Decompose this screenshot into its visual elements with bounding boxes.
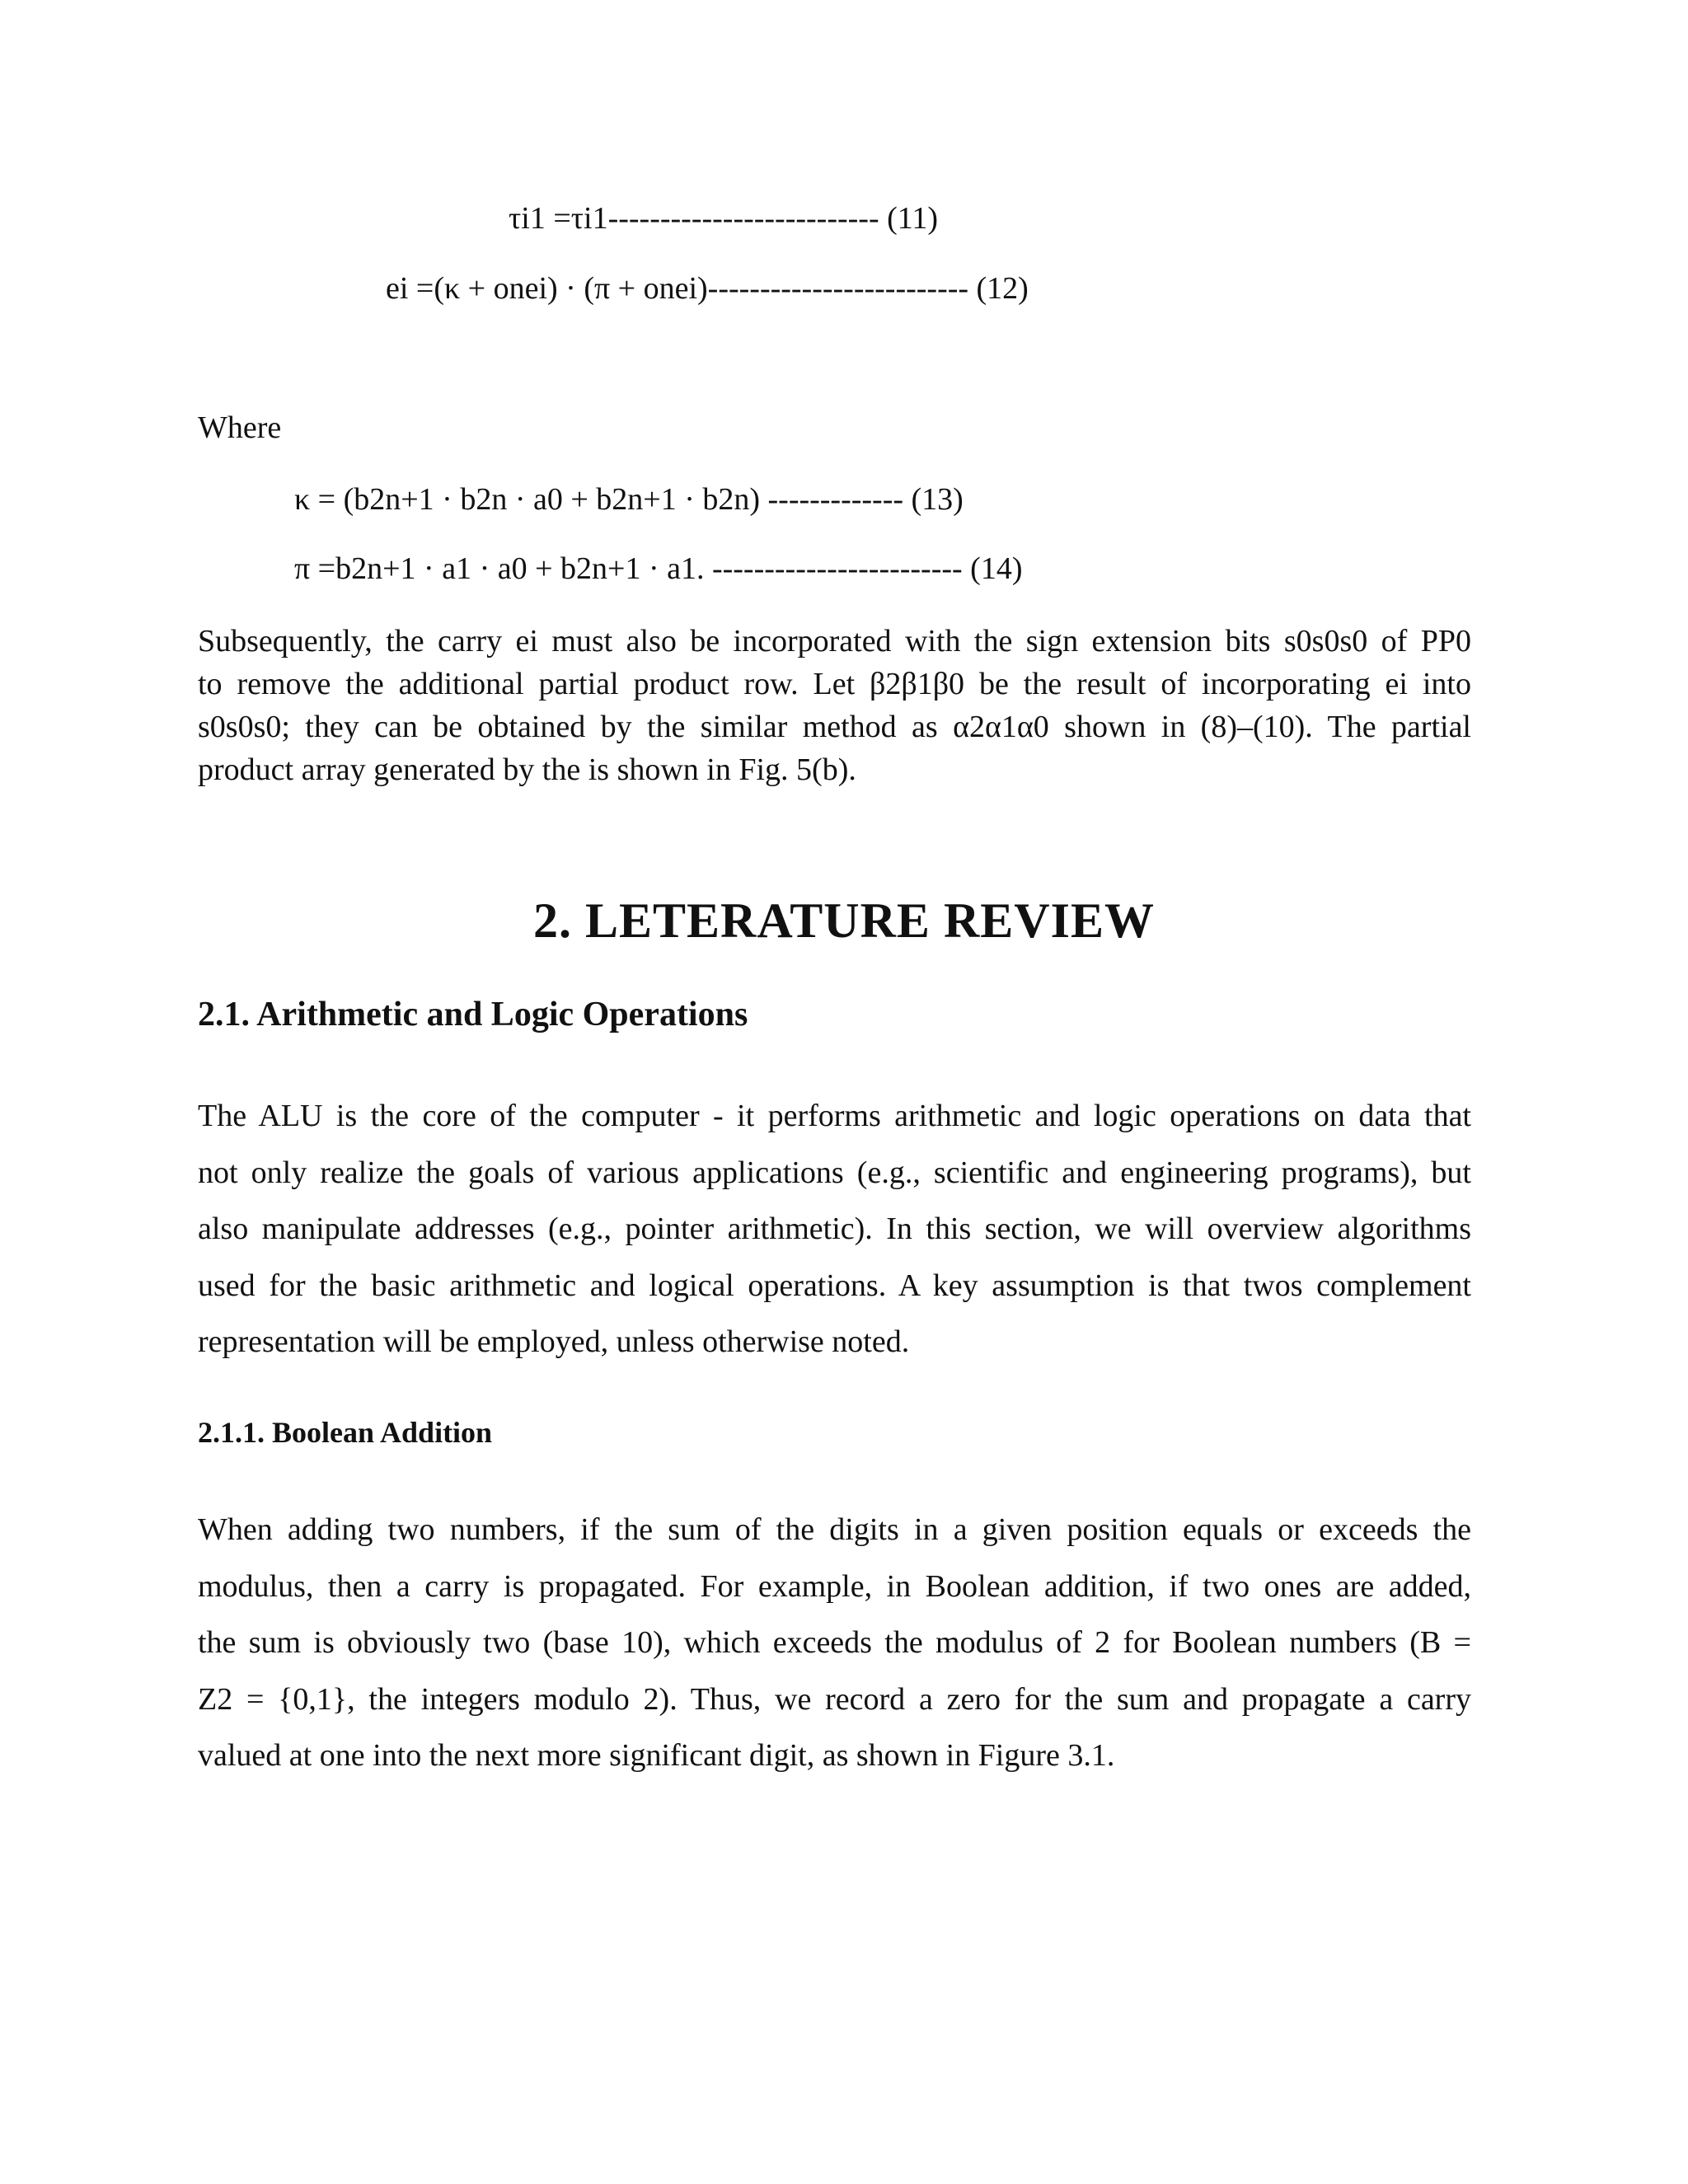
equation-11: τi1 =τi1-------------------------- (11) (509, 201, 938, 236)
paragraph-line: valued at one into the next more significant digit, as shown in Figure 3.1. (198, 1738, 1115, 1773)
section-heading: 2. LETERATURE REVIEW (532, 893, 1156, 948)
equation-12: ei =(κ + onei) · (π + onei)------------------------- (12) (386, 271, 1029, 306)
paragraph-line: to remove the additional partial product row. Let β2β1β0 be the result of incorporating ei into (198, 667, 1471, 701)
paragraph-boolean-addition (198, 1502, 1471, 1784)
paragraph-carry-incorporation (198, 620, 1471, 791)
subsection-heading: 2.1. Arithmetic and Logic Operations (198, 996, 748, 1033)
paragraph-line: Subsequently, the carry ei must also be incorporated with the sign extension bits s0s0s0 of PP0 (198, 624, 1471, 658)
paragraph-alu (198, 1088, 1471, 1371)
paragraph-line: representation will be employed, unless otherwise noted. (198, 1324, 910, 1359)
paragraph-line: When adding two numbers, if the sum of the digits in a given position equals or exceeds the (198, 1512, 1471, 1547)
paragraph-line: s0s0s0; they can be obtained by the similar method as α2α1α0 shown in (8)–(10). The partial (198, 710, 1471, 744)
paragraph-line: Z2 = {0,1}, the integers modulo 2). Thus, we record a zero for the sum and propagate a carry (198, 1681, 1471, 1717)
paragraph-line: used for the basic arithmetic and logical operations. A key assumption is that twos complement (198, 1268, 1471, 1303)
equation-13: κ = (b2n+1 · b2n · a0 + b2n+1 · b2n) ------------- (13) (294, 482, 964, 517)
paragraph-line: not only realize the goals of various applications (e.g., scientific and engineering programs), but (198, 1155, 1471, 1190)
paragraph-line: The ALU is the core of the computer - it performs arithmetic and logic operations on data that (198, 1099, 1471, 1133)
equation-14: π =b2n+1 · a1 · a0 + b2n+1 · a1. ------------------------ (14) (294, 551, 1023, 586)
paragraph-line: also manipulate addresses (e.g., pointer arithmetic). In this section, we will overview algorithms (198, 1212, 1471, 1246)
subsubsection-heading: 2.1.1. Boolean Addition (198, 1416, 493, 1449)
paragraph-line: product array generated by the is shown in Fig. 5(b). (198, 752, 856, 787)
paragraph-line: the sum is obviously two (base 10), which exceeds the modulus of 2 for Boolean numbers (B = (198, 1625, 1471, 1660)
where-label: Where (198, 410, 282, 445)
paragraph-line: modulus, then a carry is propagated. For example, in Boolean addition, if two ones are added, (198, 1568, 1471, 1604)
